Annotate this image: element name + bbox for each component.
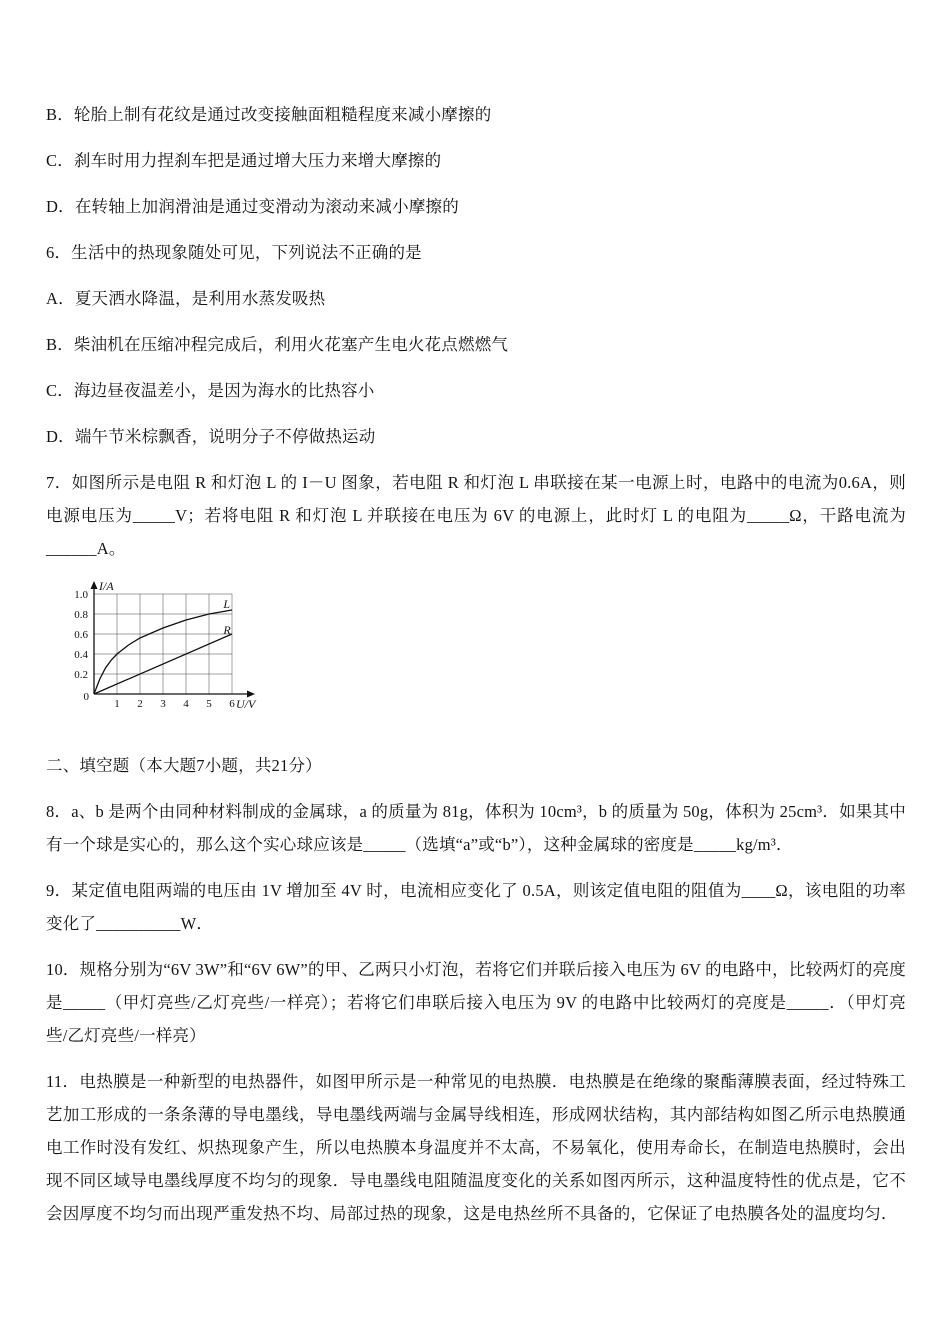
q6-option-a: A．夏天洒水降温，是利用水蒸发吸热 [46,289,326,308]
iu-graph [58,578,298,730]
q9-stem: 9．某定值电阻两端的电压由 1V 增加至 4V 时，电流相应变化了 0.5A，则该定值电阻的阻值为____Ω，该电阻的功率变化了__________W． [46,881,906,933]
q8-stem: 8．a、b 是两个由同种材料制成的金属球，a 的质量为 81g，体积为 10cm³，b 的质量为 50g，体积为 25cm³．如果其中有一个球是实心的，那么这个实心球应该是_____（选填“a”或“b”），这种金属球的密度是_____kg/m³． [46,802,906,854]
svg-text:2: 2 [137,698,143,710]
svg-text:5: 5 [206,698,212,710]
svg-text:0.4: 0.4 [74,649,88,661]
svg-text:U/V: U/V [236,697,256,711]
q7-stem: 7．如图所示是电阻 R 和灯泡 L 的 I－U 图象，若电阻 R 和灯泡 L 串联接在某一电源上时，电路中的电流为0.6A，则电源电压为_____V；若将电阻 R 和灯泡 L 并联接在电压为 6V 的电源上，此时灯 L 的电阻为_____Ω，干路电流为______A。 [46,473,906,558]
svg-text:0.6: 0.6 [74,629,88,641]
q6-option-b: B．柴油机在压缩冲程完成后，利用火花塞产生电火花点燃燃气 [46,335,509,354]
svg-text:L: L [223,597,231,611]
q6-option-d: D．端午节米棕飘香，说明分子不停做热运动 [46,427,376,446]
q5-option-c: C．刹车时用力捏刹车把是通过增大压力来增大摩擦的 [46,151,442,170]
svg-text:I/A: I/A [99,579,114,593]
svg-text:0: 0 [83,691,89,703]
q5-option-d: D．在转轴上加润滑油是通过变滑动为滚动来减小摩擦的 [46,197,459,216]
svg-text:6: 6 [229,698,235,710]
svg-text:4: 4 [183,698,189,710]
q6-option-c: C．海边昼夜温差小，是因为海水的比热容小 [46,381,375,400]
q11-stem: 11．电热膜是一种新型的电热器件，如图甲所示是一种常见的电热膜．电热膜是在绝缘的聚酯薄膜表面，经过特殊工艺加工形成的一条条薄的导电墨线，导电墨线两端与金属导线相连，形成网状结构，其内部结构如图乙所示电热膜通电工作时没有发红、炽热现象产生，所以电热膜本身温度并不太高，不易氧化，使用寿命长，在制造电热膜时，会出现不同区域导电墨线厚度不均匀的现象．导电墨线电阻随温度变化的关系如图丙所示，这种温度特性的优点是，它不会因厚度不均匀而出现严重发热不均、局部过热的现象，这是电热丝所不具备的，它保证了电热膜各处的温度均匀． [46,1072,906,1223]
svg-text:0.2: 0.2 [74,669,88,681]
q5-option-b: B．轮胎上制有花纹是通过改变接触面粗糙程度来减小摩擦的 [46,105,492,124]
svg-text:3: 3 [160,698,166,710]
q6-stem: 6．生活中的热现象随处可见，下列说法不正确的是 [46,243,422,262]
svg-text:1: 1 [114,698,120,710]
svg-text:1.0: 1.0 [74,589,88,601]
svg-text:0.8: 0.8 [74,609,88,621]
section2-header: 二、填空题（本大题7小题，共21分） [46,756,322,775]
svg-text:R: R [223,623,231,637]
iu-graph-figure [58,578,906,735]
q10-stem: 10．规格分别为“6V 3W”和“6V 6W”的甲、乙两只小灯泡，若将它们并联后接入电压为 6V 的电路中，比较两灯的亮度是_____（甲灯亮些/乙灯亮些/一样亮）；若将它们串联后接入电压为 9V 的电路中比较两灯的亮度是_____．（甲灯亮些/乙灯亮些/一样亮） [46,960,906,1045]
